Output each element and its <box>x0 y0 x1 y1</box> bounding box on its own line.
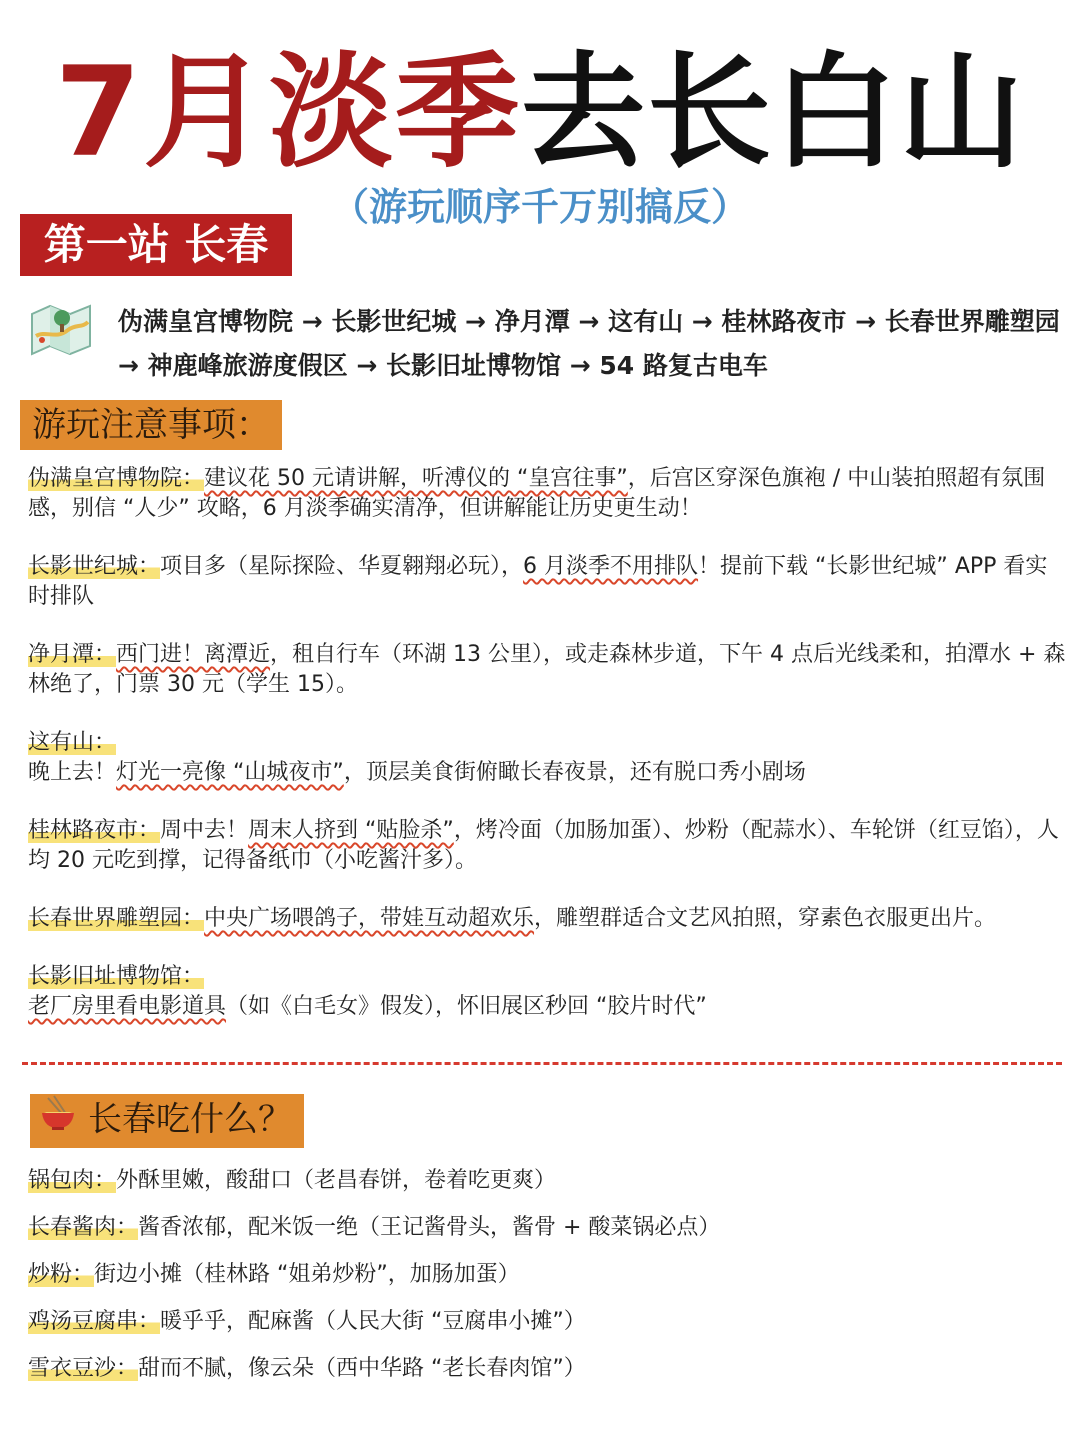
note-key: 伪满皇宫博物院： <box>28 466 205 491</box>
note-emphasis: 中央广场喂鸽子，带娃互动超欢乐 <box>204 906 535 931</box>
food-item <box>28 1260 1068 1307</box>
food-list <box>28 1166 1068 1401</box>
note-text: 晚上去！ <box>28 760 117 785</box>
note-text: ，顶层美食街俯瞰长春夜景，还有脱口秀小剧场 <box>343 760 806 785</box>
note-emphasis: 西门进！离潭近 <box>116 642 271 667</box>
note-item <box>28 904 1068 934</box>
food-item <box>28 1307 1068 1354</box>
station-tag: 第一站 长春 <box>20 214 292 276</box>
note-text: ，烤冷面（加肠加蛋）、炒粉（配蒜水）、车轮饼（红豆馅），人均 20 元吃到撑，记得备纸巾（小吃酱汁多）。 <box>28 818 1059 873</box>
food-heading: 长春吃什么？ <box>88 1099 292 1140</box>
food-key: 炒粉： <box>28 1262 95 1287</box>
food-item <box>28 1166 1068 1213</box>
page-title <box>0 38 1080 188</box>
food-text: 外酥里嫩，酸甜口（老昌春饼，卷着吃更爽） <box>116 1168 557 1193</box>
note-key: 长影旧址博物馆： <box>28 964 205 989</box>
note-emphasis: 6 月淡季不用排队 <box>523 554 699 579</box>
note-text: （如《白毛女》假发），怀旧展区秒回 “胶片时代” <box>226 994 707 1019</box>
notes-heading: 游玩注意事项： <box>20 400 282 450</box>
dashed-divider <box>22 1062 1062 1065</box>
page-subtitle: （游玩顺序千万别搞反） <box>330 185 749 229</box>
title-red-part: 7月淡季 <box>54 41 522 185</box>
food-text: 酱香浓郁，配米饭一绝（王记酱骨头，酱骨 + 酸菜锅必点） <box>138 1215 721 1240</box>
note-item <box>28 552 1068 612</box>
food-item <box>28 1213 1068 1260</box>
note-item <box>28 816 1068 876</box>
note-text: 周中去！ <box>160 818 249 843</box>
note-item <box>28 464 1068 524</box>
note-emphasis: 建议花 50 元请讲解，听溥仪的 “皇宫往事” <box>204 466 628 491</box>
note-text: ，雕塑群适合文艺风拍照，穿素色衣服更出片。 <box>534 906 997 931</box>
title-black-part: 去长白山 <box>521 41 1026 185</box>
note-text: ！提前下载 “长影世纪城” APP 看实时排队 <box>28 554 1048 609</box>
map-icon <box>28 300 94 360</box>
food-text: 甜而不腻，像云朵（西中华路 “老长春肉馆”） <box>138 1356 586 1381</box>
noodle-bowl-icon <box>38 1094 78 1148</box>
food-heading-tag <box>30 1094 304 1148</box>
food-key: 鸡汤豆腐串： <box>28 1309 161 1334</box>
note-key: 长春世界雕塑园： <box>28 906 205 931</box>
food-text: 街边小摊（桂林路 “姐弟炒粉”，加肠加蛋） <box>94 1262 520 1287</box>
food-item <box>28 1354 1068 1401</box>
food-text: 暖乎乎，配麻酱（人民大街 “豆腐串小摊”） <box>160 1309 586 1334</box>
note-key: 这有山： <box>28 730 117 755</box>
notes-list <box>28 464 1068 1050</box>
note-text: ，租自行车（环湖 13 公里），或走森林步道，下午 4 点后光线柔和，拍潭水 + 森林绝了，门票 30 元（学生 15）。 <box>28 642 1066 697</box>
route-text: 伪满皇宫博物院 → 长影世纪城 → 净月潭 → 这有山 → 桂林路夜市 → 长春世界雕塑园 → 神鹿峰旅游度假区 → 长影旧址博物馆 → 54 路复古电车 <box>118 307 1060 380</box>
note-item <box>28 728 1068 788</box>
note-emphasis: 老厂房里看电影道具 <box>28 994 227 1019</box>
note-key: 桂林路夜市： <box>28 818 161 843</box>
food-key: 锅包肉： <box>28 1168 117 1193</box>
food-key: 长春酱肉： <box>28 1215 139 1240</box>
note-text: ，后宫区穿深色旗袍 / 中山装拍照超有氛围感，别信 “人少” 攻略，6 月淡季确实清净，但讲解能让历史更生动！ <box>28 466 1046 521</box>
note-emphasis: 灯光一亮像 “山城夜市” <box>116 760 344 785</box>
food-key: 雪衣豆沙： <box>28 1356 139 1381</box>
note-item <box>28 962 1068 1022</box>
note-text: 项目多（星际探险、华夏翱翔必玩）， <box>160 554 524 579</box>
note-key: 长影世纪城： <box>28 554 161 579</box>
note-emphasis: 周末人挤到 “贴脸杀” <box>248 818 454 843</box>
note-key: 净月潭： <box>28 642 117 667</box>
note-item <box>28 640 1068 700</box>
